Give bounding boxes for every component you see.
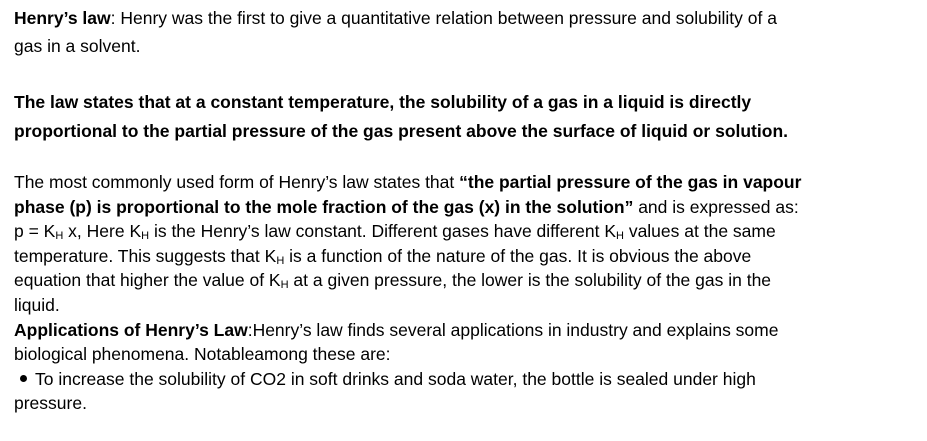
- body-line-5: [14, 268, 801, 293]
- law-statement-line-2: proportional to the partial pressure of the gas present above the surface of liquid or solution.: [14, 121, 788, 141]
- bullet-icon: [20, 375, 27, 382]
- body-line-6: liquid.: [14, 294, 60, 315]
- subscript-h: H: [141, 230, 150, 243]
- body-line-3: [14, 219, 801, 244]
- applications-line-1: [14, 318, 801, 343]
- bullet-item-line-1: [14, 367, 801, 392]
- body-text: equation that higher the value of K: [14, 270, 281, 291]
- body-text: is the Henry’s law constant. Different gases have different K: [149, 221, 616, 242]
- subscript-h: H: [280, 279, 289, 292]
- quoted-definition: phase (p) is proportional to the mole fraction of the gas (x) in the solution”: [14, 196, 634, 217]
- subscript-h: H: [55, 230, 64, 243]
- intro-paragraph: [14, 4, 777, 60]
- equation-text: p = K: [14, 221, 56, 242]
- henrys-law-term: Henry’s law: [14, 8, 111, 28]
- body-line-4: [14, 244, 801, 269]
- body-text: The most commonly used form of Henry’s law states that: [14, 172, 460, 192]
- subscript-h: H: [616, 230, 624, 243]
- body-paragraph: [14, 170, 801, 416]
- body-text: temperature. This suggests that K: [14, 245, 277, 266]
- applications-heading: Applications of Henry’s Law: [14, 319, 248, 340]
- quoted-definition: “the partial pressure of the gas in vapour: [459, 172, 802, 192]
- bullet-item-line-2: pressure.: [14, 393, 87, 414]
- bullet-text: To increase the solubility of CO2 in soft drinks and soda water, the bottle is sealed under high: [35, 368, 756, 389]
- body-text: values at the same: [623, 221, 776, 242]
- intro-text: : Henry was the first to give a quantitative relation between pressure and solubility of a: [110, 8, 777, 28]
- body-text: is a function of the nature of the gas. It is obvious the above: [284, 245, 752, 266]
- body-line-1: [14, 170, 801, 195]
- law-statement-line-1: The law states that at a constant temperature, the solubility of a gas in a liquid is directly: [14, 92, 752, 112]
- body-text: :Henry’s law finds several applications in industry and explains some: [247, 319, 779, 340]
- law-statement-paragraph: [14, 88, 788, 146]
- subscript-h: H: [276, 254, 285, 267]
- intro-line-1: [14, 4, 777, 32]
- body-text: and is expressed as:: [633, 196, 799, 217]
- applications-line-2: biological phenomena. Notableamong these are:: [14, 344, 391, 365]
- body-line-2: [14, 195, 801, 220]
- body-text: at a given pressure, the lower is the solubility of the gas in the: [288, 270, 772, 291]
- intro-line-2: gas in a solvent.: [14, 36, 141, 56]
- body-text: x, Here K: [63, 221, 142, 242]
